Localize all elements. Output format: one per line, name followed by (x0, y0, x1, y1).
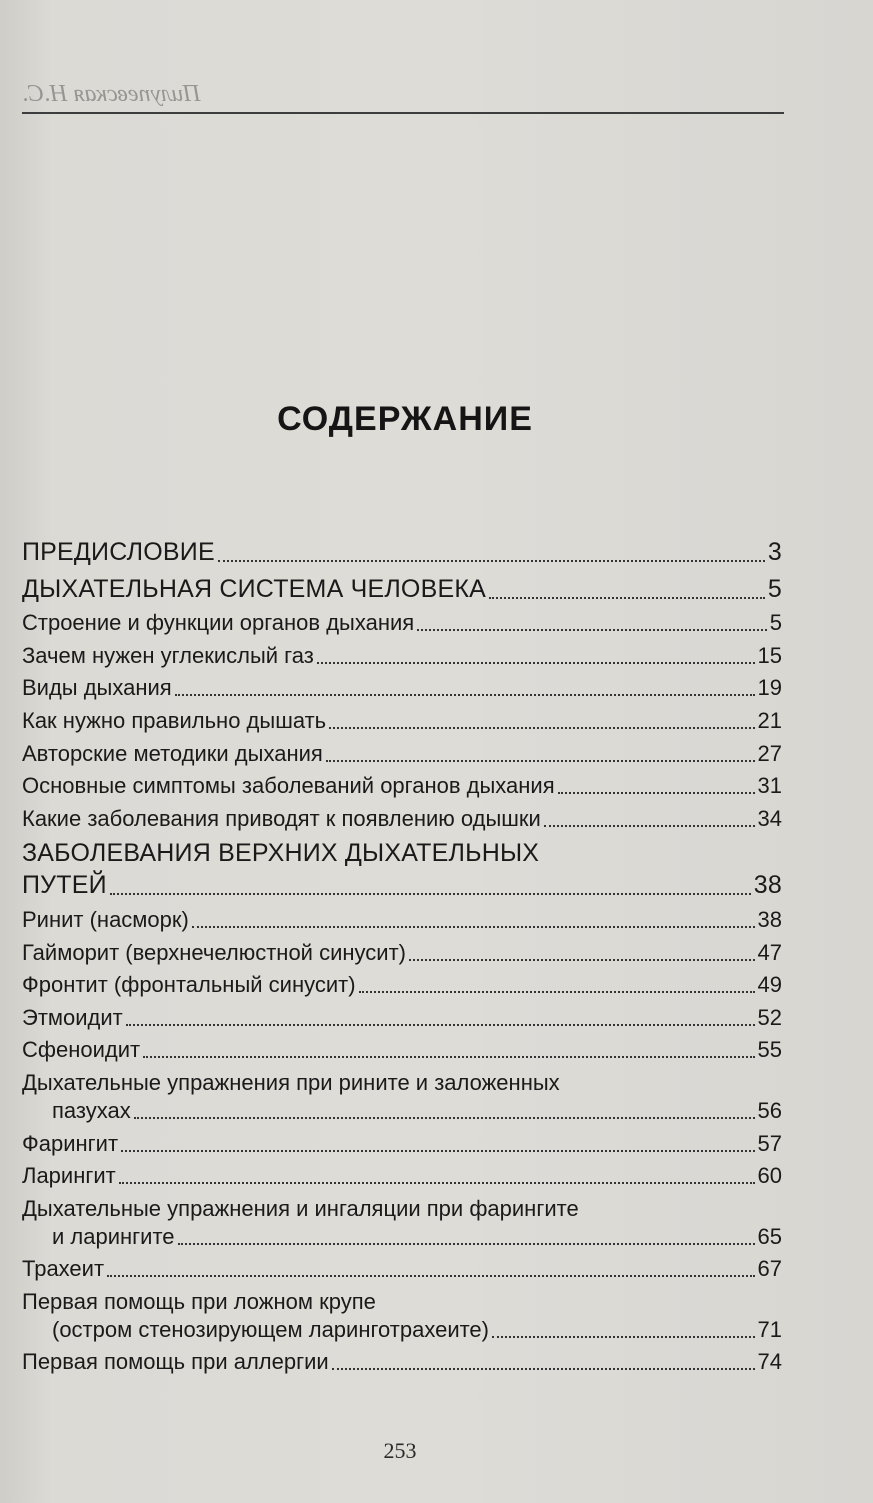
toc-entry-label-line1: Дыхательные упражнения и ингаляции при фарингите (22, 1195, 579, 1221)
toc-entry[interactable] (22, 1004, 782, 1032)
toc-entry[interactable] (22, 1195, 782, 1251)
toc-entry[interactable] (22, 609, 782, 637)
dot-leader (126, 1024, 755, 1026)
toc-entry[interactable] (22, 971, 782, 999)
toc-entry-second-row (22, 1316, 782, 1344)
toc-entry-page: 49 (757, 972, 782, 998)
toc-entry-page: 38 (753, 871, 782, 900)
toc-entry-page: 19 (757, 675, 782, 701)
toc-entry-label-line2: пазухах (52, 1097, 131, 1123)
toc-entry-page: 74 (757, 1349, 782, 1375)
dot-leader (192, 926, 755, 928)
toc-entry-label-line2: ПУТЕЙ (22, 871, 107, 900)
dot-leader (107, 1275, 754, 1277)
toc-entry-page: 21 (757, 707, 782, 733)
dot-leader (121, 1150, 754, 1152)
toc-entry-page: 38 (757, 906, 782, 932)
toc-entry-page: 71 (757, 1316, 782, 1342)
toc-entry-label: Фронтит (фронтальный синусит) (22, 972, 356, 998)
header-rule (22, 112, 784, 114)
toc-entry[interactable] (22, 707, 782, 735)
toc-entry-second-row (22, 1223, 782, 1251)
dot-leader (492, 1336, 755, 1338)
toc-entry[interactable] (22, 642, 782, 670)
dot-leader (544, 825, 755, 827)
toc-entry[interactable] (22, 1255, 782, 1283)
toc-entry-page: 15 (757, 642, 782, 668)
toc-entry-label-line1: Первая помощь при ложном крупе (22, 1288, 376, 1314)
dot-leader (489, 597, 765, 599)
toc-entry-label: ДЫХАТЕЛЬНАЯ СИСТЕМА ЧЕЛОВЕКА (22, 574, 486, 603)
toc-entry[interactable] (22, 1036, 782, 1064)
toc-entry[interactable] (22, 1348, 782, 1376)
dot-leader (110, 893, 751, 895)
toc-entry-label: Строение и функции органов дыхания (22, 610, 415, 636)
toc-entry[interactable] (22, 1162, 782, 1190)
dot-leader (218, 560, 765, 562)
toc-entry[interactable] (22, 674, 782, 702)
toc-entry-label-line1: Дыхательные упражнения при рините и заложенных (22, 1069, 560, 1095)
toc-entry-label-line1: ЗАБОЛЕВАНИЯ ВЕРХНИХ ДЫХАТЕЛЬНЫХ (22, 839, 540, 868)
toc-entry-label: Трахеит (22, 1256, 105, 1282)
dot-leader (317, 662, 755, 664)
toc-entry-page: 56 (757, 1097, 782, 1123)
table-of-contents (22, 536, 782, 1381)
toc-entry-page: 3 (767, 538, 782, 566)
toc-entry-label: Какие заболевания приводят к появлению одышки (22, 805, 541, 831)
toc-entry-label: Виды дыхания (22, 675, 172, 701)
toc-entry-page: 5 (769, 610, 782, 636)
dot-leader (175, 694, 755, 696)
toc-entry[interactable] (22, 906, 782, 934)
toc-entry[interactable] (22, 1069, 782, 1125)
running-head-left: Пилупевская Н.С. (22, 81, 201, 107)
toc-entry-page: 27 (757, 740, 782, 766)
toc-entry-label: Фарингит (22, 1130, 119, 1156)
toc-entry-label-line2: (остром стенозирующем ларинготрахеите) (52, 1316, 489, 1342)
toc-entry-label: Этмоидит (22, 1004, 123, 1030)
toc-entry[interactable] (22, 1130, 782, 1158)
toc-entry[interactable] (22, 772, 782, 800)
toc-entry-upper-airways[interactable] (22, 837, 782, 901)
toc-entry-page: 52 (757, 1004, 782, 1030)
page-title: СОДЕРЖАНИЕ (277, 400, 533, 438)
toc-entry-label: Как нужно правильно дышать (22, 707, 327, 733)
running-head (22, 68, 785, 108)
dot-leader (119, 1182, 755, 1184)
toc-entry[interactable] (22, 740, 782, 768)
dot-leader (409, 959, 755, 961)
toc-entry-label-line2: и ларингите (52, 1223, 175, 1249)
dot-leader (359, 991, 755, 993)
toc-entry-preface[interactable] (22, 536, 782, 568)
toc-entry-page: 5 (767, 574, 782, 603)
dot-leader (143, 1056, 754, 1058)
dot-leader (134, 1117, 755, 1119)
toc-entry-label: Зачем нужен углекислый газ (22, 642, 314, 668)
dot-leader (417, 629, 767, 631)
dot-leader (326, 760, 755, 762)
dot-leader (329, 727, 754, 729)
toc-entry-label: ПРЕДИСЛОВИЕ (22, 538, 215, 566)
toc-entry-label: Основные симптомы заболеваний органов дыхания (22, 773, 555, 799)
dot-leader (332, 1368, 755, 1370)
toc-entry-label: Ринит (насморк) (22, 906, 189, 932)
toc-entry-page: 31 (757, 773, 782, 799)
toc-entry-page: 47 (757, 939, 782, 965)
toc-entry-page: 67 (757, 1256, 782, 1282)
toc-entry-page: 34 (757, 805, 782, 831)
toc-entry-label: Гайморит (верхнечелюстной синусит) (22, 939, 406, 965)
toc-entry[interactable] (22, 1288, 782, 1344)
dot-leader (558, 792, 755, 794)
toc-entry-label: Авторские методики дыхания (22, 740, 323, 766)
toc-entry-second-row (22, 869, 782, 901)
dot-leader (178, 1243, 755, 1245)
toc-entry-respiratory-system[interactable] (22, 573, 782, 605)
toc-entry-label: Сфеноидит (22, 1037, 141, 1063)
page-number: 253 (383, 1438, 417, 1463)
toc-entry-page: 65 (757, 1223, 782, 1249)
toc-entry-page: 60 (757, 1163, 782, 1189)
toc-entry[interactable] (22, 939, 782, 967)
toc-entry-page: 55 (757, 1037, 782, 1063)
toc-entry-label: Первая помощь при аллергии (22, 1349, 329, 1375)
toc-entry[interactable] (22, 805, 782, 833)
toc-entry-page: 57 (757, 1130, 782, 1156)
toc-entry-label: Ларингит (22, 1163, 116, 1189)
toc-entry-second-row (22, 1097, 782, 1125)
